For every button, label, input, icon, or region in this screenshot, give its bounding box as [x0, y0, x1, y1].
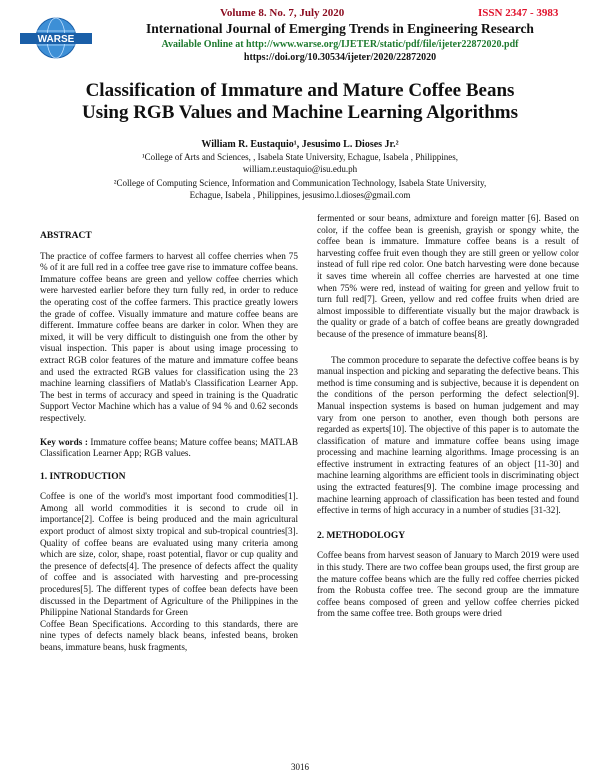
issn: ISSN 2347 - 3983	[478, 7, 559, 19]
keywords	[40, 437, 298, 460]
intro-paragraph-4: The common procedure to separate the defective coffee beans is by manual inspection and picking and separating the defective beans. This method is time consuming and is subjective, because it is dependent on the conditions of the person performing the defect selection[9]. Manual inspection systems is based on human judgement and may vary from one person to another, even though both persons are regarded as experts[10]. The objective of this paper is to automate the classification of mature and immature coffee beans using image processing and machine learning algorithms. Image processing is an effective instrument in extracting features of an object [11-30] and machine learning algorithms are efficient tools in discriminating object using the extracted features[9]. The combine image processing and machine learning approach of classification has been tested and found effective in terms of high accuracy in a number of studies [31-32].	[317, 354, 579, 516]
available-online-link[interactable]: Available Online at http://www.warse.org/IJETER/static/pdf/file/ijeter22872020.pdf	[161, 39, 519, 50]
keywords-label: Key words :	[40, 436, 88, 447]
right-column	[317, 213, 579, 628]
affiliation-2-email: Echague, Isabela , Philippines, jesusimo.l.dioses@gmail.com	[189, 190, 411, 200]
volume-issue: Volume 8. No. 7, July 2020	[220, 7, 345, 19]
logo-text: WARSE	[37, 34, 75, 45]
introduction-heading: 1. INTRODUCTION	[40, 471, 126, 482]
intro-paragraph-2: Coffee Bean Specifications. According to this standards, there are nine types of defects namely black beans, infested beans, broken beans, immature beans, husk fragments,	[40, 618, 298, 652]
intro-paragraph-1: Coffee is one of the world's most important food commodities[1]. Among all world commodities it is second to crude oil in importance[2]. Coffee is being produced and the main agricultural export product of almost sixty tropical and sub-tropical countries[3]. Quality of coffee beans are evaluated using many criteria among which are size, color, shape, roast potential, flavor or cup quality and the presence of defects[4]. The presence of defects affect the quality of coffee and is associated with harvesting and pre-processing procedures[5]. The different types of coffee bean defects have been discussed in the Department of Agriculture of the Philippines in the Philippine National Standards for Green	[40, 491, 298, 618]
paper-title-line-1: Classification of Immature and Mature Coffee Beans	[85, 80, 515, 101]
abstract-heading: ABSTRACT	[40, 231, 92, 241]
abstract-text: The practice of coffee farmers to harvest all coffee cherries when 75 % of it are full red in a coffee tree gave rise to immature coffee beans. Immature coffee beans are green and yellow coffee cherries which were harvested earlier before they turn fully red, in order to reduce the operating cost of the coffee farmers. This practice greatly lowers the grade of coffee. Visually immature and mature coffee beans are different. Immature coffee beans are darker in color. When they are mixed, it will be very difficult to distinguish one from the other by visual inspection. This paper is about using image processing to extract RGB color features of the mature and immature coffee beans and used the extracted RGB values for classification using the 23 machine learning classifiers of Matlab's Classification Learner App. The best in terms of accuracy and speed in training is the Quadratic Support Vector Machine which has a value of 94 % and 0.62 seconds respectively.	[40, 250, 298, 423]
page-number: 3016	[291, 762, 309, 772]
affiliation-1: ¹College of Arts and Sciences, , Isabela State University, Echague, Isabela , Philippines,	[141, 152, 459, 162]
warse-logo	[20, 16, 92, 60]
affiliation-2: ²College of Computing Science, Information and Communication Technology, Isabela State University,	[113, 178, 487, 188]
methodology-paragraph-1: Coffee beans from harvest season of January to March 2019 were used in this study. There are two coffee bean groups used, the first group are the mature coffee beans which are the fully red coffee cherries picked from the Robusta coffee tree. The second group are the immature coffee beans composed of green and yellow coffee cherries picked from the same coffee tree. Both groups were dried	[317, 550, 579, 619]
left-column	[40, 231, 298, 662]
affiliation-1-email: william.r.eustaquio@isu.edu.ph	[242, 164, 358, 174]
journal-name: International Journal of Emerging Trends in Engineering Research	[146, 21, 534, 36]
intro-paragraph-3: fermented or sour beans, admixture and foreign matter [6]. Based on color, if the coffee bean is greenish, grayish or spongy white, the coffee bean is immature. Immature coffee beans is a result of harvesting coffee fruit even though they are still green or yellow color instead of full ripe red color. One batch harvesting were done because it saves time wherein all coffee cherries are harvested at one time when 75% were red, instead of waiting for green and yellow fruit to turn full red[7]. Green, yellow and red coffee fruits when dried are almost impossible to differentiate visually but the major drawback is the quality or grade of a batch of coffee beans are greatly downgraded because of the presence of immature beans[8].	[317, 213, 579, 339]
paper-title-line-2: Using RGB Values and Machine Learning Algorithms	[81, 102, 519, 123]
doi-link[interactable]: https://doi.org/10.30534/ijeter/2020/22872020	[243, 52, 437, 63]
authors: William R. Eustaquio¹, Jesusimo L. Dioses Jr.²	[201, 139, 399, 150]
keywords-text: Immature coffee beans; Mature coffee beans; MATLAB Classification Learner App; RGB values.	[40, 436, 298, 459]
methodology-heading: 2. METHODOLOGY	[317, 530, 406, 541]
